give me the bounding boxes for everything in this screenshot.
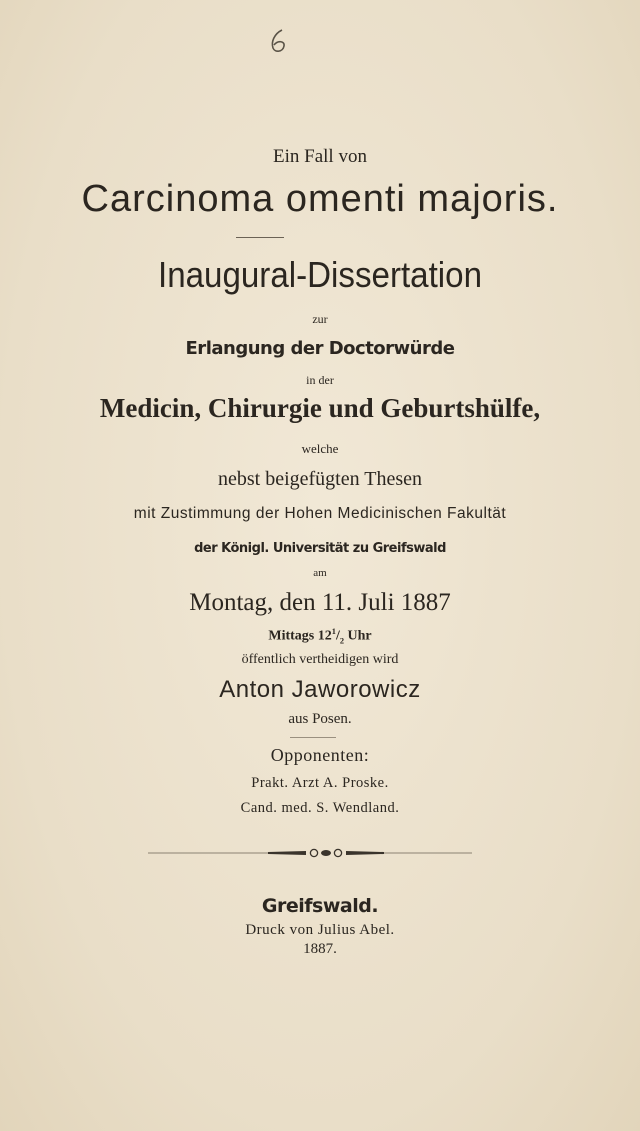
- imprint-year: 1887.: [303, 941, 337, 957]
- divider-short: [236, 237, 284, 238]
- in-der-text: in der: [306, 373, 334, 387]
- opponent-1: Prakt. Arzt A. Proske.: [251, 775, 389, 791]
- welche-text: welche: [301, 441, 339, 456]
- ornament-rule-icon: [148, 846, 472, 860]
- opponents-heading: Opponenten:: [270, 745, 370, 765]
- universitaet-text: der Königl. Universität zu Greifswald: [194, 541, 446, 556]
- dissertation-title: Carcinoma omenti majoris.: [81, 178, 559, 220]
- time-prefix: Mittags 12: [268, 628, 332, 644]
- am-text: am: [313, 567, 327, 579]
- date-text: Montag, den 11. Juli 1887: [189, 589, 451, 616]
- opponent-2: Cand. med. S. Wendland.: [240, 800, 400, 816]
- author-name: Anton Jaworowicz: [219, 676, 421, 703]
- imprint-printer: Druck von Julius Abel.: [245, 922, 395, 938]
- handwritten-mark-icon: [268, 28, 290, 54]
- time-suffix: Uhr: [347, 628, 372, 644]
- time-fraction-numerator: 1: [331, 627, 336, 636]
- time-fraction-denominator: 2: [339, 636, 345, 646]
- intro-line: Ein Fall von: [273, 146, 367, 167]
- nebst-text: nebst beigefügten Thesen: [217, 468, 422, 490]
- faculties-text: Medicin, Chirurgie und Geburtshülfe,: [99, 393, 541, 423]
- zustimmung-text: mit Zustimmung der Hohen Medicinischen Fakultät: [133, 505, 507, 522]
- imprint-city: Greifswald.: [261, 895, 379, 917]
- vertheidigen-text: öffentlich vertheidigen wird: [241, 652, 399, 667]
- time-text: Mittags $12^1/_2$ Uhr: [268, 627, 372, 646]
- zur-text: zur: [312, 312, 328, 326]
- inaugural-heading: Inaugural-Dissertation: [157, 254, 483, 295]
- divider-short-2: [290, 737, 336, 738]
- origin-text: aus Posen.: [288, 711, 352, 727]
- erlangung-text: Erlangung der Doctorwürde: [185, 338, 455, 359]
